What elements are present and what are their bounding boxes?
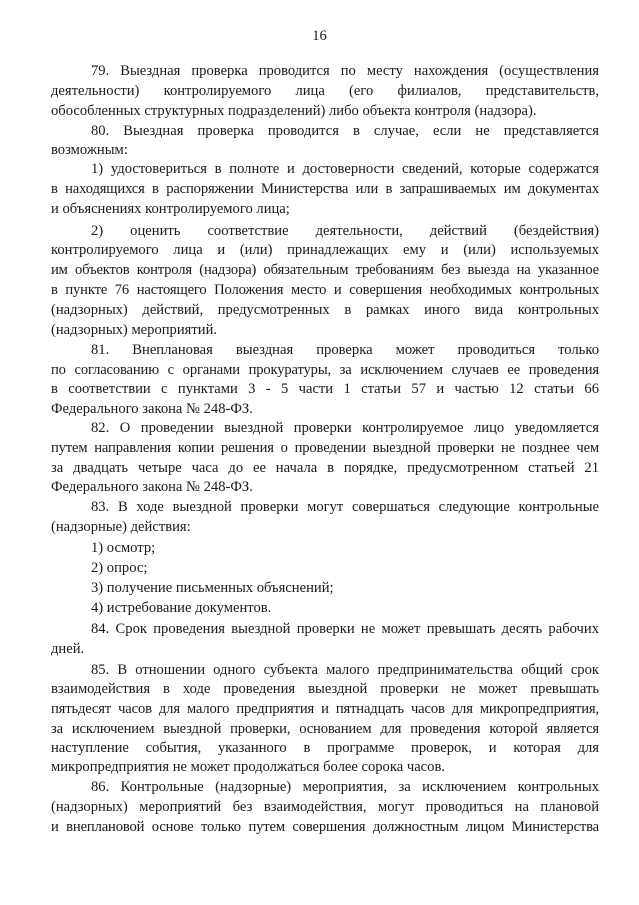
list-item: 4) истребование документов. bbox=[91, 600, 272, 616]
text-line: в пункте 76 настоящего Положения место и совершения необходимых контрольных bbox=[51, 282, 599, 298]
text-line: дней. bbox=[51, 641, 85, 657]
text-line: по согласованию с органами прокуратуры, за исключением случаев ее проведения bbox=[51, 362, 599, 378]
text-line: 81. Внеплановая выездная проверка может проводиться только bbox=[91, 342, 599, 358]
text-line: деятельности) контролируемого лица (его филиалов, представительств, bbox=[51, 83, 599, 99]
list-item: 1) осмотр; bbox=[91, 540, 156, 556]
text-line: и внеплановой основе только путем совершения должностным лицом Министерства bbox=[51, 819, 599, 835]
text-line: 2) оценить соответствие деятельности, действий (бездействия) bbox=[91, 223, 599, 239]
text-line: Федерального закона № 248-ФЗ. bbox=[51, 401, 253, 417]
text-line: (надзорных) действий, предусмотренных в рамках иного вида контрольных bbox=[51, 302, 599, 318]
list-item: 3) получение письменных объяснений; bbox=[91, 580, 334, 596]
text-line: 86. Контрольные (надзорные) мероприятия, за исключением контрольных bbox=[91, 779, 599, 795]
text-line: 85. В отношении одного субъекта малого предпринимательства общий срок bbox=[91, 662, 599, 678]
text-line: наступление события, указанного в программе проверок, и которая для bbox=[51, 740, 599, 756]
text-line: путем направления копии решения о проведении выездной проверки не позднее чем bbox=[51, 440, 599, 456]
text-line: и объяснениях контролируемого лица; bbox=[51, 201, 290, 217]
list-item: 2) опрос; bbox=[91, 560, 148, 576]
text-line: Федерального закона № 248-ФЗ. bbox=[51, 479, 253, 495]
text-line: обособленных структурных подразделений) либо объекта контроля (надзора). bbox=[51, 103, 537, 119]
text-line: 84. Срок проведения выездной проверки не может превышать десять рабочих bbox=[91, 621, 599, 637]
text-line: в соответствии с пунктами 3 - 5 части 1 статьи 57 и частью 12 статьи 66 bbox=[51, 381, 599, 397]
page-number: 16 bbox=[312, 28, 327, 44]
text-line: в находящихся в распоряжении Министерства или в запрашиваемых им документах bbox=[51, 181, 599, 197]
text-line: 80. Выездная проверка проводится в случае, если не представляется bbox=[91, 123, 599, 139]
text-line: за двадцать четыре часа до ее начала в порядке, предусмотренном статьей 21 bbox=[51, 460, 599, 476]
text-line: им объектов контроля (надзора) обязательным требованиям без выезда на указанное bbox=[51, 262, 599, 278]
text-line: за исключением выездной проверки, основанием для проведения которой является bbox=[51, 721, 599, 737]
text-line: взаимодействия в ходе проведения выездной проверки не может превышать bbox=[51, 681, 599, 697]
text-line: (надзорных) мероприятий без взаимодействия, могут проводиться на плановой bbox=[51, 799, 599, 815]
text-line: 83. В ходе выездной проверки могут совершаться следующие контрольные bbox=[91, 499, 599, 515]
text-line: пятьдесят часов для малого предприятия и пятнадцать часов для микропредприятия, bbox=[51, 701, 599, 717]
text-line: 79. Выездная проверка проводится по месту нахождения (осуществления bbox=[91, 63, 599, 79]
text-line: (надзорные) действия: bbox=[51, 519, 191, 535]
text-line: (надзорных) мероприятий. bbox=[51, 322, 218, 338]
text-line: 1) удостовериться в полноте и достоверности сведений, которые содержатся bbox=[91, 161, 599, 177]
text-line: возможным: bbox=[51, 142, 128, 158]
text-line: контролируемого лица и (или) принадлежащих ему и (или) используемых bbox=[51, 242, 599, 258]
text-line: микропредприятия не может продолжаться более сорока часов. bbox=[51, 759, 445, 775]
text-line: 82. О проведении выездной проверки контролируемое лицо уведомляется bbox=[91, 420, 599, 436]
